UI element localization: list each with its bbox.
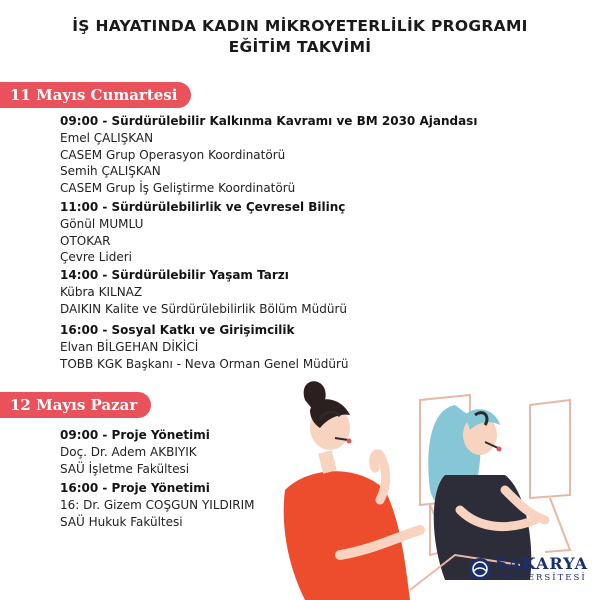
university-logo [468, 553, 588, 583]
woman-orange-shirt [284, 381, 420, 600]
session-1 [60, 113, 477, 197]
session-line: Çevre Lideri [60, 250, 133, 265]
session-line: Emel ÇALIŞKAN [60, 130, 154, 145]
calendar-subtitle: EĞİTİM TAKVİMİ [228, 38, 372, 56]
program-title: İŞ HAYATINDA KADIN MİKROYETERLİLİK PROGRAMI [72, 17, 528, 35]
session-line: Doç. Dr. Adem AKBIYIK [60, 444, 197, 459]
session-heading: 09:00 - Proje Yönetimi [60, 428, 210, 442]
session-line: DAIKIN Kalite ve Sürdürülebilirlik Bölüm Müdürü [60, 301, 348, 316]
session-heading: 16:00 - Proje Yönetimi [60, 481, 210, 495]
session-line: SAÜ Hukuk Fakültesi [60, 514, 183, 529]
session-line: TOBB KGK Başkanı - Neva Orman Genel Müdürü [60, 356, 349, 371]
session-line: 16: Dr. Gizem COŞGUN YILDIRIM [60, 497, 255, 512]
session-5 [60, 427, 210, 477]
session-line: OTOKAR [60, 233, 111, 248]
session-line: SAÜ İşletme Fakültesi [60, 461, 190, 476]
session-line: Elvan BİLGEHAN DİKİCİ [60, 339, 199, 354]
session-line: Gönül MUMLU [60, 216, 144, 231]
session-line: Kübra KILNAZ [60, 284, 143, 299]
session-line: Semih ÇALIŞKAN [60, 164, 161, 179]
session-heading: 16:00 - Sosyal Katkı ve Girişimcilik [60, 323, 295, 337]
day-banner-1: 11 Mayıs Cumartesi [0, 82, 191, 108]
session-line: CASEM Grup Operasyon Koordinatörü [60, 147, 286, 162]
session-4 [60, 322, 349, 372]
session-heading: 11:00 - Sürdürülebilirlik ve Çevresel Bilinç [60, 200, 346, 214]
session-6 [60, 480, 255, 530]
day-banner-2: 12 Mayıs Pazar [0, 392, 151, 418]
session-heading: 14:00 - Sürdürülebilir Yaşam Tarzı [60, 268, 289, 282]
session-heading: 09:00 - Sürdürülebilir Kalkınma Kavramı ve BM 2030 Ajandası [60, 114, 478, 128]
session-line: CASEM Grup İş Geliştirme Koordinatörü [60, 181, 296, 196]
session-3 [60, 267, 347, 317]
logo-subtitle: ÜNİVERSİTESİ [495, 572, 587, 583]
university-emblem-icon [468, 557, 492, 581]
logo-name: SAKARYA [495, 553, 588, 573]
session-2 [60, 199, 345, 266]
